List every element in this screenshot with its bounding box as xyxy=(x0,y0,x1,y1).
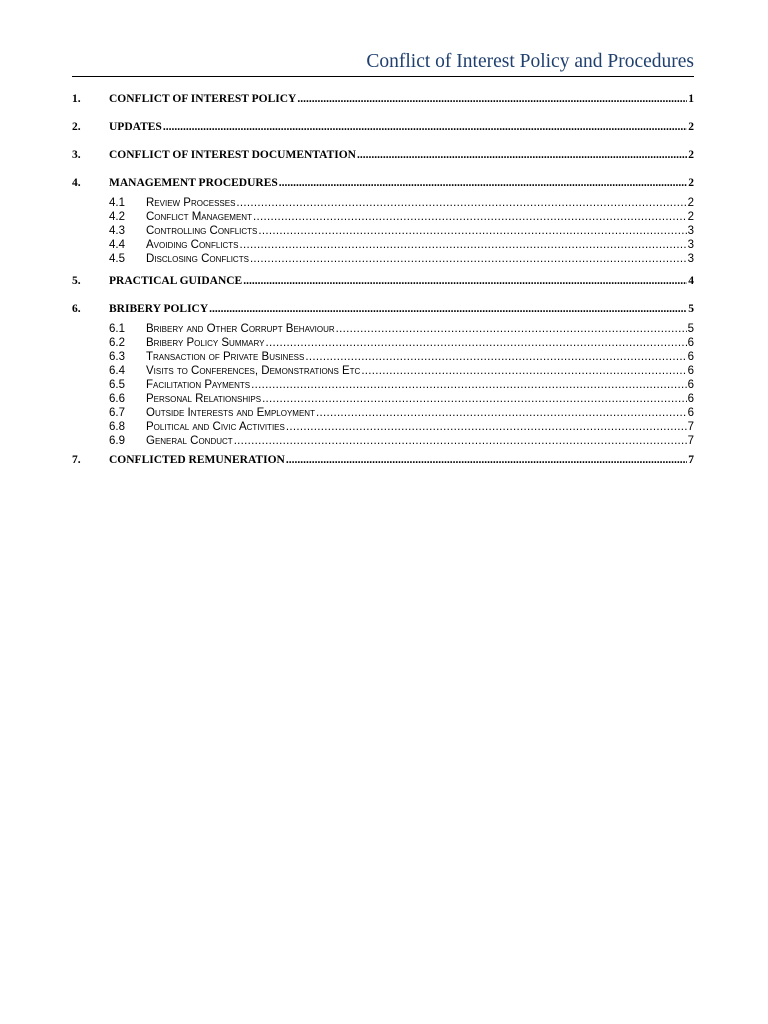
toc-subentry-title: Outside Interests and Employment xyxy=(146,407,315,419)
toc-subentry-title: Visits to Conferences, Demonstrations Etc xyxy=(146,365,361,377)
toc-subentry-title: Disclosing Conflicts xyxy=(146,253,249,265)
dot-leader xyxy=(253,210,687,224)
toc-subentry-page: 7 xyxy=(687,421,694,433)
toc-entry-page: 5 xyxy=(688,303,694,315)
toc-subentry-number: 4.1 xyxy=(109,197,125,209)
toc-subentry-4-3[interactable] xyxy=(72,224,694,238)
dot-leader xyxy=(316,406,687,420)
toc-subentry-page: 2 xyxy=(687,197,694,209)
toc-subentry-page: 5 xyxy=(687,323,694,335)
toc-subentry-number: 6.9 xyxy=(109,435,125,447)
toc-entry-title: CONFLICTED REMUNERATION xyxy=(109,454,285,466)
dot-leader xyxy=(265,336,686,350)
toc-subentry-4-5[interactable] xyxy=(72,252,694,266)
toc-entry-number: 2. xyxy=(72,121,81,133)
header-title: Conflict of Interest Policy and Procedures xyxy=(366,51,694,72)
toc-subentry-page: 6 xyxy=(687,379,694,391)
toc-subentry-number: 6.4 xyxy=(109,365,125,377)
dot-leader xyxy=(305,350,686,364)
toc-subentry-page: 3 xyxy=(687,225,694,237)
dot-leader xyxy=(209,302,687,317)
dot-leader xyxy=(279,176,687,191)
toc-entry-page: 2 xyxy=(688,177,694,189)
toc-entry-5[interactable] xyxy=(72,274,694,289)
toc-subentry-page: 6 xyxy=(687,393,694,405)
toc-subentry-number: 4.2 xyxy=(109,211,125,223)
toc-entry-title: MANAGEMENT PROCEDURES xyxy=(109,177,278,189)
toc-subentry-title: Bribery and Other Corrupt Behaviour xyxy=(146,323,335,335)
toc-subentry-6-8[interactable] xyxy=(72,420,694,434)
toc-subentry-page: 6 xyxy=(687,407,694,419)
toc-subentry-number: 6.6 xyxy=(109,393,125,405)
dot-leader xyxy=(297,92,687,107)
toc-entry-6[interactable] xyxy=(72,302,694,317)
toc-subentry-page: 6 xyxy=(687,337,694,349)
toc-subentry-title: Transaction of Private Business xyxy=(146,351,305,363)
dot-leader xyxy=(258,224,686,238)
dot-leader xyxy=(243,274,687,289)
toc-entry-title: PRACTICAL GUIDANCE xyxy=(109,275,243,287)
toc-subentry-6-3[interactable] xyxy=(72,350,694,364)
table-of-contents xyxy=(72,92,694,468)
dot-leader xyxy=(250,252,687,266)
toc-subentry-4-2[interactable] xyxy=(72,210,694,224)
toc-entry-number: 5. xyxy=(72,275,81,287)
toc-subentry-page: 6 xyxy=(687,365,694,377)
toc-subentry-number: 4.3 xyxy=(109,225,125,237)
toc-entry-title: UPDATES xyxy=(109,121,162,133)
page-header xyxy=(72,48,694,77)
toc-subentry-title: Bribery Policy Summary xyxy=(146,337,265,349)
toc-subentry-6-9[interactable] xyxy=(72,434,694,448)
toc-subentry-number: 6.8 xyxy=(109,421,125,433)
dot-leader xyxy=(240,238,687,252)
toc-entry-page: 1 xyxy=(688,93,694,105)
dot-leader xyxy=(236,196,686,210)
toc-subentry-page: 7 xyxy=(687,435,694,447)
toc-subentry-6-4[interactable] xyxy=(72,364,694,378)
toc-subentry-page: 2 xyxy=(687,211,694,223)
dot-leader xyxy=(357,148,687,163)
toc-subentry-6-2[interactable] xyxy=(72,336,694,350)
toc-subentry-number: 6.1 xyxy=(109,323,125,335)
toc-entry-title: CONFLICT OF INTEREST DOCUMENTATION xyxy=(109,149,356,161)
toc-subentry-number: 4.4 xyxy=(109,239,125,251)
toc-subentry-page: 6 xyxy=(687,351,694,363)
toc-entry-2[interactable] xyxy=(72,120,694,135)
toc-entry-7[interactable] xyxy=(72,453,694,468)
toc-entry-number: 1. xyxy=(72,93,81,105)
dot-leader xyxy=(262,392,687,406)
toc-entry-number: 3. xyxy=(72,149,81,161)
toc-entry-number: 4. xyxy=(72,177,81,189)
toc-subentry-page: 3 xyxy=(687,239,694,251)
dot-leader xyxy=(251,378,686,392)
toc-subentry-number: 6.3 xyxy=(109,351,125,363)
toc-subentry-number: 6.7 xyxy=(109,407,125,419)
toc-entry-4[interactable] xyxy=(72,176,694,191)
toc-entry-title: BRIBERY POLICY xyxy=(109,303,209,315)
toc-entry-page: 4 xyxy=(688,275,694,287)
dot-leader xyxy=(163,120,687,135)
toc-subentry-title: Review Processes xyxy=(146,197,236,209)
toc-entry-page: 2 xyxy=(688,149,694,161)
toc-subentry-title: General Conduct xyxy=(146,435,233,447)
toc-entry-page: 2 xyxy=(688,121,694,133)
toc-subentry-6-7[interactable] xyxy=(72,406,694,420)
dot-leader xyxy=(336,322,687,336)
toc-subentry-title: Political and Civic Activities xyxy=(146,421,285,433)
dot-leader xyxy=(234,434,687,448)
toc-subentry-6-5[interactable] xyxy=(72,378,694,392)
toc-subentry-number: 6.5 xyxy=(109,379,125,391)
toc-subentry-6-1[interactable] xyxy=(72,322,694,336)
dot-leader xyxy=(361,364,686,378)
toc-subentry-number: 6.2 xyxy=(109,337,125,349)
toc-entry-page: 7 xyxy=(688,454,694,466)
toc-subentry-title: Controlling Conflicts xyxy=(146,225,258,237)
dot-leader xyxy=(286,453,687,468)
toc-subentry-title: Facilitation Payments xyxy=(146,379,251,391)
toc-subentry-page: 3 xyxy=(687,253,694,265)
toc-subentry-4-4[interactable] xyxy=(72,238,694,252)
toc-subentry-4-1[interactable] xyxy=(72,196,694,210)
toc-entry-3[interactable] xyxy=(72,148,694,163)
toc-subentry-title: Conflict Management xyxy=(146,211,252,223)
dot-leader xyxy=(286,420,687,434)
toc-subentry-6-6[interactable] xyxy=(72,392,694,406)
toc-subentry-title: Avoiding Conflicts xyxy=(146,239,239,251)
toc-subentry-number: 4.5 xyxy=(109,253,125,265)
toc-entry-number: 6. xyxy=(72,303,81,315)
toc-subentry-title: Personal Relationships xyxy=(146,393,262,405)
toc-entry-1[interactable] xyxy=(72,92,694,107)
toc-entry-number: 7. xyxy=(72,454,81,466)
toc-entry-title: CONFLICT OF INTEREST POLICY xyxy=(109,93,297,105)
